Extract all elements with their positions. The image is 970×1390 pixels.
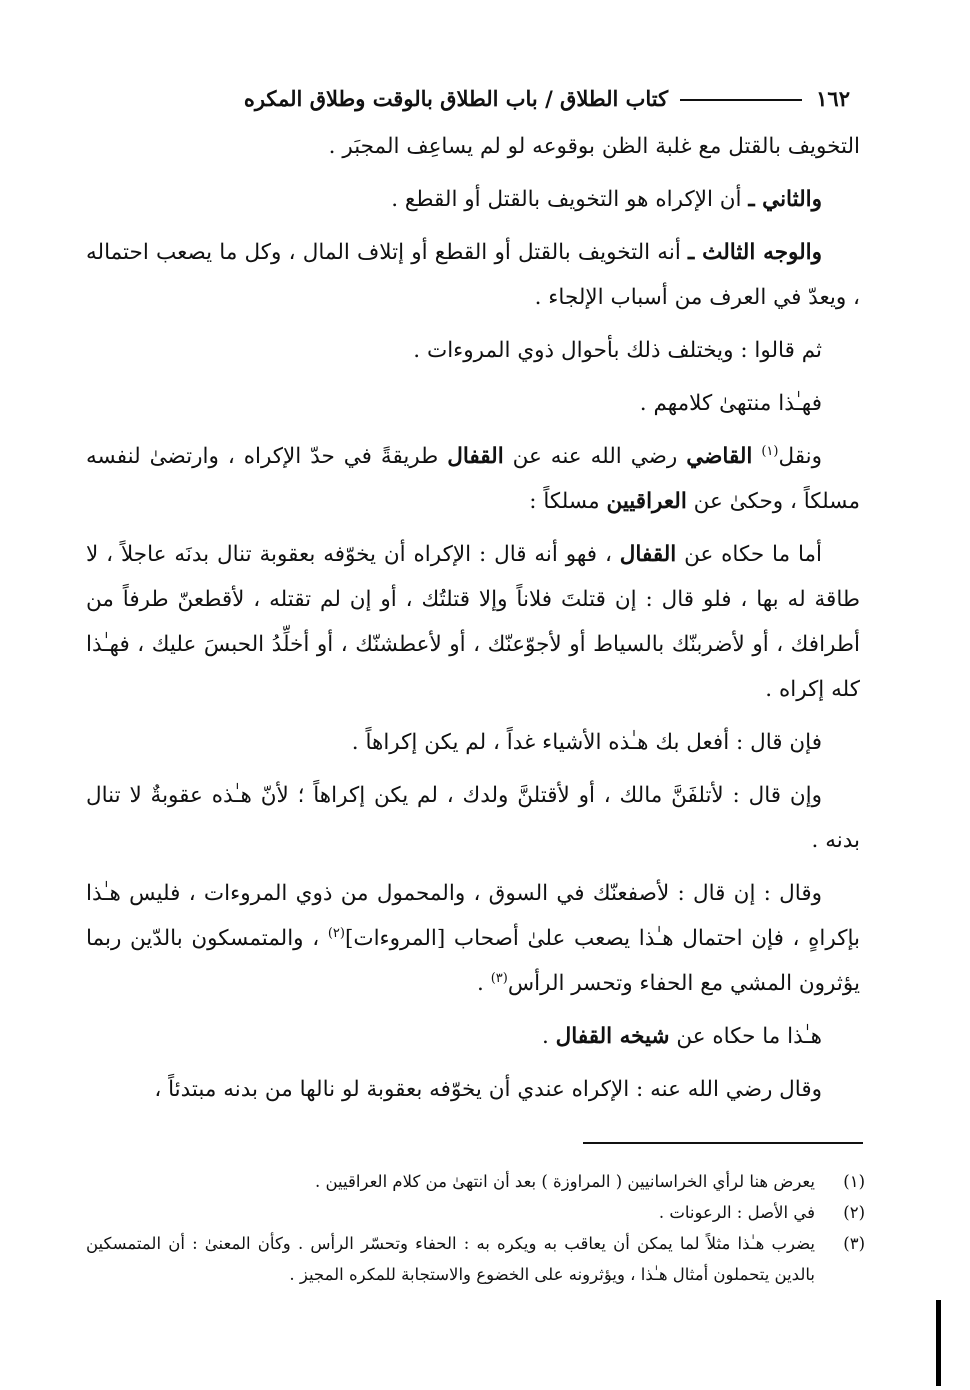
paragraph-6-text-c: رضي الله عنه عن	[503, 444, 687, 469]
footnote-1	[86, 1166, 865, 1197]
paragraph-10-text-b: ، والمتمسكون بالدّين ربما يؤثرون المشي مع الحفاء وتحسر الرأس	[86, 926, 860, 996]
paragraph-10-text-c: .	[477, 971, 491, 996]
paragraph-6-text-e: مسلكاً :	[529, 489, 607, 514]
paragraph-7-text-b: ، فهو أنه قال : الإكراه أن يخوّفه بعقوبة تنال بدنَه عاجلاً ، لا طاقة له بها ، فلو قال : إن قتلتَ فلاناً وإلا قتلتُك ، أو إن لم تقتله ، لأقطعنّ طرفاً من أطرافك ، أو لأضربنّك بالسياط أو لأجوّعنّك ، أو لأعطشنّك ، أو أخلِّدُ الحبسَ عليك ، فهـٰذا كله إكراه .	[86, 542, 860, 702]
scan-edge-mark	[936, 1300, 941, 1386]
footnote-ref-2[interactable]: (٢)	[327, 925, 345, 941]
paragraph-6	[86, 434, 860, 524]
paragraph-6-text-d: طريقةً في حدّ الإكراه ، وارتضىٰ لنفسه مسلكاً ، وحكىٰ عن	[86, 444, 860, 514]
footnote-3	[86, 1228, 865, 1290]
footnotes	[86, 1166, 865, 1290]
footnote-ref-1[interactable]: (١)	[761, 443, 779, 459]
paragraph-2-text: أن الإكراه هو التخويف بالقتل أو القطع .	[391, 187, 749, 212]
paragraph-4-text: ثم قالوا : ويختلف ذلك بأحوال ذوي المروءات .	[413, 338, 822, 363]
name-iraqiyyin: العراقيين	[606, 489, 687, 514]
name-qaffal: القفال	[447, 444, 504, 469]
footnote-text: في الأصل : الرعونات .	[658, 1203, 815, 1222]
footnote-text: يعرض هنا لرأي الخراسانيين ( المراوزة ) بعد أن انتهىٰ من كلام العراقيين .	[315, 1172, 815, 1191]
main-text	[86, 124, 860, 1120]
paragraph-8	[86, 720, 860, 765]
paragraph-6-space	[752, 444, 761, 469]
paragraph-12	[86, 1067, 860, 1112]
name-qaffal-2: القفال	[619, 542, 677, 567]
paragraph-9-text: وإن قال : لأتلفَنَّ مالك ، أو لأقتلنَّ ولدك ، لم يكن إكراهاً ؛ لأنّ هـٰذه عقوبةٌ لا تنال بدنه .	[86, 783, 860, 853]
paragraph-2-heading: والثاني ـ	[748, 187, 822, 212]
paragraph-3-heading: والوجه الثالث ـ	[687, 240, 822, 265]
footnote-number: (٢)	[843, 1203, 865, 1222]
page-number: ١٦٢	[816, 85, 850, 111]
name-qadi: القاضي	[686, 444, 753, 469]
paragraph-3	[86, 230, 860, 320]
paragraph-4	[86, 328, 860, 373]
paragraph-1-text: التخويف بالقتل مع غلبة الظن بوقوعه لو لم يساعِف المجبَر .	[328, 134, 860, 159]
footnote-text: يضرب هـٰذا مثلاً لما يمكن أن يعاقب به ويكره به : الحفاء وتحسّر الرأس . وكأن المعنىٰ : أن المتمسكين بالدين يتحملون أمثال هـٰذا ، ويؤثرونه على الخضوع والاستجابة للمكره المجيز .	[86, 1234, 815, 1284]
paragraph-1	[86, 124, 860, 169]
paragraph-9	[86, 773, 860, 863]
name-shaykh-qaffal: شيخه القفال	[555, 1024, 670, 1049]
footnote-2	[86, 1197, 865, 1228]
paragraph-2	[86, 177, 860, 222]
paragraph-10	[86, 871, 860, 1006]
paragraph-11	[86, 1014, 860, 1059]
paragraph-5-text: فهـٰذا منتهىٰ كلامهم .	[639, 391, 822, 416]
header-rule	[680, 99, 802, 101]
paragraph-7	[86, 532, 860, 712]
running-title: كتاب الطلاق / باب الطلاق بالوقت وطلاق المكره	[243, 85, 669, 111]
running-header	[86, 78, 850, 118]
paragraph-6-text-a: ونقل	[778, 444, 823, 469]
footnote-number: (٣)	[843, 1234, 865, 1253]
paragraph-5	[86, 381, 860, 426]
footnote-number: (١)	[843, 1172, 865, 1191]
paragraph-10-text-a: وقال : إن قال : لأصفعنّك في السوق ، والمحمول من ذوي المروءات ، فليس هـٰذا بإكراهٍ ، فإن احتمال هـٰذا يصعب علىٰ أصحاب [المروءات]	[86, 881, 860, 951]
footnote-ref-3[interactable]: (٣)	[490, 970, 508, 986]
paragraph-3-text: أنه التخويف بالقتل أو القطع أو إتلاف المال ، وكل ما يصعب احتماله ، ويعدّ في العرف من أسباب الإلجاء .	[86, 240, 860, 310]
paragraph-7-text-a: أما ما حكاه عن	[676, 542, 823, 567]
paragraph-12-text: وقال رضي الله عنه : الإكراه عندي أن يخوّفه بعقوبة لو نالها من بدنه مبتدئاً ،	[154, 1077, 822, 1102]
paragraph-11-text-a: هـٰذا ما حكاه عن	[669, 1024, 822, 1049]
paragraph-8-text: فإن قال : أفعل بك هـٰذه الأشياء غداً ، لم يكن إكراهاً .	[351, 730, 822, 755]
paragraph-11-text-b: .	[542, 1024, 556, 1049]
footnote-separator	[583, 1142, 863, 1144]
